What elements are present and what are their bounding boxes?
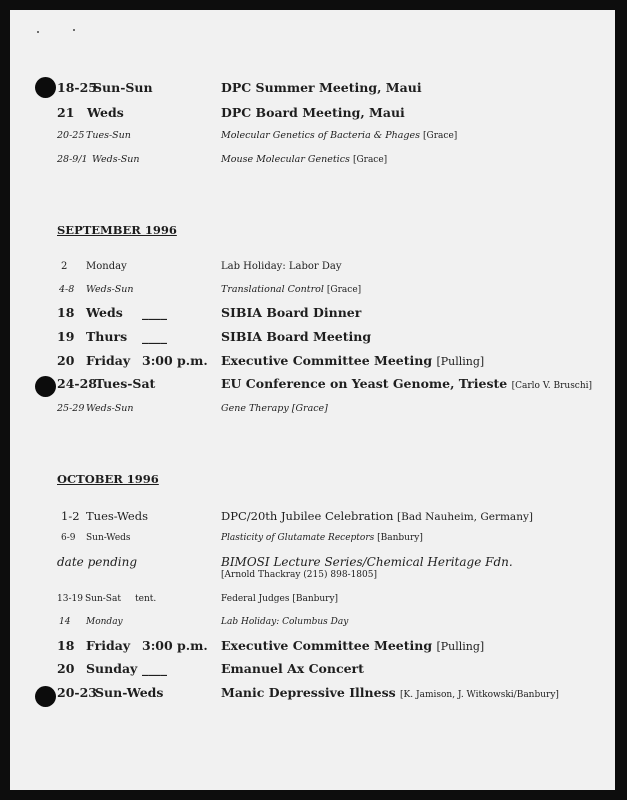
row-time: 3:00 p.m.: [142, 638, 208, 653]
row-event: Gene Therapy [Grace]: [221, 403, 328, 414]
row-weekday: Weds-Sun: [86, 284, 134, 295]
row-time: 3:00 p.m.: [142, 353, 208, 368]
row-day: 18: [57, 638, 75, 653]
row-weekday: Sun-Weds: [86, 533, 131, 543]
section-heading-october: OCTOBER 1996: [57, 472, 159, 486]
row-weekday: Weds: [86, 305, 123, 320]
row-event: Mouse Molecular Genetics [Grace]: [221, 154, 388, 165]
row-event: Executive Committee Meeting [Pulling]: [221, 353, 485, 368]
time-blank: ____: [142, 329, 167, 344]
section-heading-september: SEPTEMBER 1996: [57, 223, 177, 237]
row-event: DPC/20th Jubilee Celebration [Bad Nauheim, Germany]: [221, 509, 533, 523]
row-day: 1-2: [61, 509, 80, 523]
row-day: 28-9/1: [57, 154, 88, 165]
row-weekday: Sun-Sun: [93, 80, 153, 95]
row-time: tent.: [135, 594, 157, 604]
row-contact-detail: [Arnold Thackray (215) 898-1805]: [221, 570, 377, 580]
top-speck-1: [37, 31, 39, 33]
row-day: 20: [57, 661, 75, 676]
row-event: Executive Committee Meeting [Pulling]: [221, 638, 485, 653]
row-weekday: Tues-Sun: [86, 130, 131, 141]
row-weekday: Sunday: [86, 661, 138, 676]
row-day: 20-25: [57, 130, 85, 141]
row-day: 2: [61, 261, 68, 272]
row-weekday: Sun-Sat: [85, 594, 121, 604]
row-weekday: Tues-Sat: [95, 376, 156, 391]
row-day: 19: [57, 329, 75, 344]
row-weekday: Weds: [87, 105, 124, 120]
row-event: Plasticity of Glutamate Receptors [Banbury]: [221, 533, 423, 543]
row-day: 4-8: [59, 284, 75, 295]
row-event: Lab Holiday: Labor Day: [221, 261, 342, 272]
row-day: 25-29: [57, 403, 85, 414]
row-event: Lab Holiday: Columbus Day: [221, 617, 349, 627]
row-event: DPC Summer Meeting, Maui: [221, 80, 422, 95]
row-weekday: Friday: [86, 353, 131, 368]
row-day: 20-23: [57, 685, 97, 700]
row-event: DPC Board Meeting, Maui: [221, 105, 405, 120]
row-weekday: Thurs: [86, 329, 128, 344]
row-event: Federal Judges [Banbury]: [221, 594, 339, 604]
row-day: 20: [57, 353, 75, 368]
row-weekday: Monday: [86, 617, 123, 627]
row-weekday: Tues-Weds: [86, 509, 148, 523]
row-day: date pending: [57, 555, 138, 569]
row-event: BIMOSI Lecture Series/Chemical Heritage Fdn.: [221, 555, 513, 569]
row-event: SIBIA Board Meeting: [221, 329, 372, 344]
row-event: EU Conference on Yeast Genome, Trieste [Carlo V. Bruschi]: [221, 376, 593, 391]
row-day: 6-9: [61, 533, 76, 543]
row-day: 24-28: [57, 376, 97, 391]
punch-hole-top: [35, 77, 56, 98]
row-weekday: Weds-Sun: [92, 154, 140, 165]
row-day: 18-25: [57, 80, 97, 95]
document-page: [10, 10, 615, 790]
row-weekday: Friday: [86, 638, 131, 653]
row-day: 14: [59, 617, 71, 627]
row-event: Translational Control [Grace]: [221, 284, 362, 295]
punch-hole-middle: [35, 376, 56, 397]
row-weekday: Sun-Weds: [95, 685, 164, 700]
time-blank: ____: [142, 305, 167, 320]
row-event: SIBIA Board Dinner: [221, 305, 362, 320]
time-blank: ____: [142, 661, 167, 676]
row-event: Molecular Genetics of Bacteria & Phages [Grace]: [221, 130, 458, 141]
punch-hole-bottom: [35, 686, 56, 707]
top-speck-2: [73, 29, 75, 31]
row-event: Manic Depressive Illness [K. Jamison, J. Witkowski/Banbury]: [221, 685, 559, 700]
row-event: Emanuel Ax Concert: [221, 661, 364, 676]
row-weekday: Monday: [86, 261, 127, 272]
row-day: 21: [57, 105, 75, 120]
row-day: 18: [57, 305, 75, 320]
row-day: 13-19: [57, 594, 83, 604]
row-weekday: Weds-Sun: [86, 403, 134, 414]
